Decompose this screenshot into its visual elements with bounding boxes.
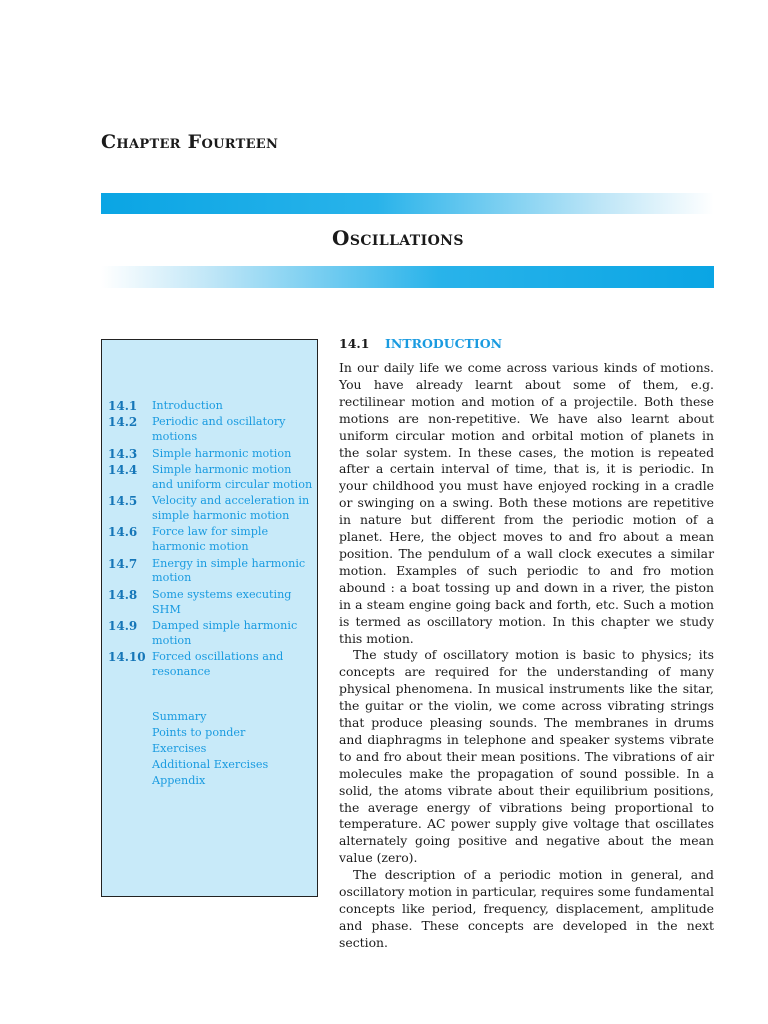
body-paragraph: In our daily life we come across various kinds of motions. You have already learnt about some of them, e.g. rectilinear motion and motion of a projectile. Both these motions are non-repetitive. We have also learnt about uniform circular motion and orbital motion of planets in the solar system. In these cases, the motion is repeated after a certain interval of time, that is, it is periodic. In your childhood you must have enjoyed rocking in a cradle or swinging on a swing. Both these motions are repetitive in nature but different from the periodic motion of a planet. Here, the object moves to and fro about a mean position. The pendulum of a wall clock executes a similar motion. Examples of such periodic to and fro motion abound : a boat tossing up and down in a river, the piston in a steam engine going back and forth, etc. Such a motion is termed as oscillatory motion. In this chapter we study this motion.: [339, 360, 714, 646]
toc-item-number: 14.9: [108, 618, 138, 633]
toc-item: [108, 525, 313, 555]
toc-item: [108, 619, 313, 649]
toc-item: [108, 494, 313, 524]
toc-extra-summary: Summary: [152, 710, 207, 723]
toc-item-number: 14.1: [108, 399, 138, 413]
chapter-contents-box: [101, 339, 318, 897]
body-paragraph: The study of oscillatory motion is basic to physics; its concepts are required for the understanding of many physical phenomena. In musical instruments like the sitar, the guitar or the violin, we come across vibrating strings that produce pleasing sounds. The membranes in drums and diaphragms in telephone and speaker systems vibrate to and fro about their mean positions. The vibrations of air molecules make the propagation of sound possible. In a solid, the atoms vibrate about their equilibrium positions, the average energy of vibrations being proportional to temperature. AC power supply give voltage that oscillates alternately going positive and negative about the mean value (zero).: [339, 647, 714, 866]
toc-item-number: 14.4: [108, 462, 138, 477]
toc-item-number: 14.3: [108, 446, 138, 461]
toc-item-title: Some systems executing SHM: [152, 587, 292, 616]
chapter-label: Chapter Fourteen: [101, 131, 279, 153]
toc-item: [108, 399, 313, 414]
header-band-bottom: [101, 266, 714, 288]
section-content: [339, 336, 714, 952]
toc-item-number: 14.5: [108, 494, 138, 509]
toc-item-title: Introduction: [152, 399, 223, 412]
toc-item-number: 14.6: [108, 525, 138, 540]
section-title: INTRODUCTION: [385, 336, 503, 351]
section-number: 14.1: [339, 336, 370, 351]
section-heading: [339, 336, 714, 352]
toc-item-title: Simple harmonic motion: [152, 446, 292, 460]
toc-item: [108, 650, 313, 680]
toc-item-title: Energy in simple harmonic motion: [152, 556, 306, 585]
body-paragraph: The description of a periodic motion in general, and oscillatory motion in particular, requires some fundamental concepts like period, frequency, displacement, amplitude and phase. These concepts are developed in the next section.: [339, 867, 714, 950]
toc-extra-appendix: Appendix: [152, 774, 206, 787]
toc-extra-exercises: Exercises: [152, 742, 207, 755]
toc-item-title: Damped simple harmonic motion: [152, 618, 298, 647]
toc-section-list: [108, 399, 313, 681]
chapter-title: Oscillations: [332, 226, 464, 250]
header-band-top: [101, 193, 714, 214]
toc-item: [108, 557, 313, 587]
toc-item-title: Velocity and acceleration in simple harmonic motion: [152, 494, 310, 522]
toc-item: [108, 588, 313, 618]
toc-item-number: 14.7: [108, 556, 138, 571]
toc-item: [108, 447, 313, 462]
toc-extra-additional-exercises: Additional Exercises: [152, 758, 269, 771]
toc-item-number: 14.2: [108, 415, 138, 430]
toc-extras-list: [152, 709, 312, 789]
toc-item-number: 14.10: [108, 650, 146, 665]
toc-item-number: 14.8: [108, 587, 138, 602]
toc-item-title: Force law for simple harmonic motion: [152, 525, 269, 554]
toc-item: [108, 463, 313, 493]
toc-item: [108, 415, 313, 445]
toc-item-title: Simple harmonic motion and uniform circular motion: [152, 462, 313, 491]
toc-extra-points-to-ponder: Points to ponder: [152, 726, 246, 739]
toc-item-title: Periodic and oscillatory motions: [152, 415, 286, 444]
toc-item-title: Forced oscillations and resonance: [152, 650, 284, 678]
